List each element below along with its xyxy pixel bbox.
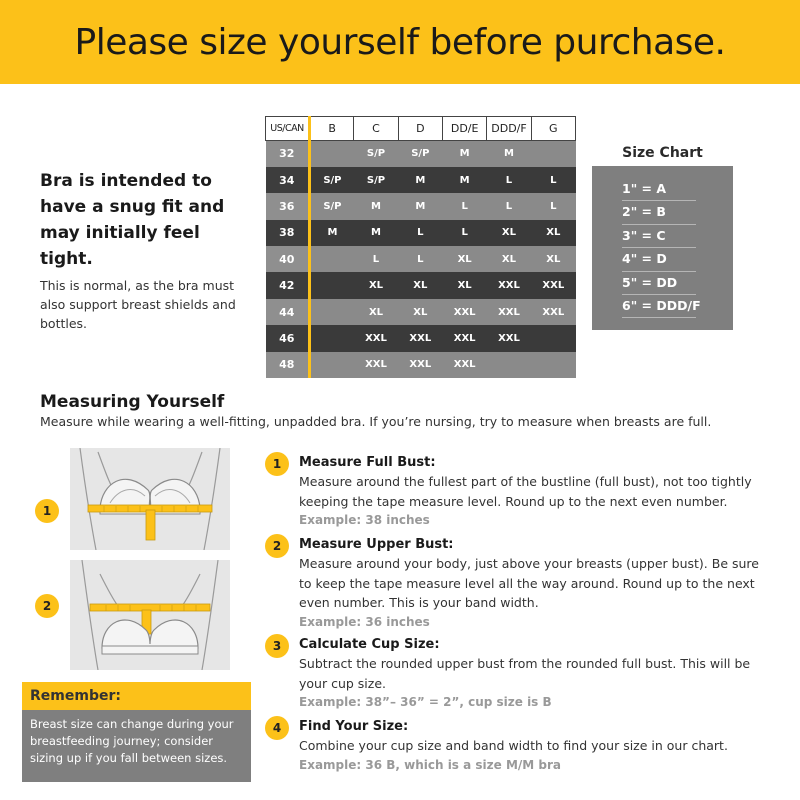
step-text: Measure around your body, just above your breasts (upper bust). Be sure to keep the tape measure level all the way around. Round up to the next even number. This is your band width. (299, 556, 759, 610)
size-cell (310, 141, 354, 167)
size-cell: S/P (354, 141, 398, 167)
remember-heading: Remember: (22, 682, 251, 710)
full-bust-illustration (70, 448, 230, 550)
size-table-row (266, 246, 576, 272)
band-size-cell: 32 (266, 141, 310, 167)
remember-body: Breast size can change during your breastfeeding journey; consider sizing up if you fall between sizes. (30, 717, 234, 765)
size-chart-row: 3" = C (622, 225, 696, 248)
size-cell: XXL (442, 299, 486, 325)
size-cell: XXL (354, 352, 398, 378)
band-size-cell: 46 (266, 325, 310, 351)
size-cell: XXL (531, 272, 575, 298)
size-cell (531, 352, 575, 378)
band-size-cell: 36 (266, 193, 310, 219)
step-text: Combine your cup size and band width to find your size in our chart. (299, 738, 728, 753)
fit-note (40, 168, 255, 333)
step-number-badge: 3 (265, 634, 289, 658)
size-cell: M (442, 141, 486, 167)
step-body (299, 718, 775, 774)
size-table-row (266, 299, 576, 325)
size-cell (531, 141, 575, 167)
size-chart-row: 4" = D (622, 248, 696, 271)
size-cell: L (442, 193, 486, 219)
cup-column-header: G (531, 117, 575, 141)
size-cell: L (531, 167, 575, 193)
size-table-row (266, 272, 576, 298)
band-size-cell: 34 (266, 167, 310, 193)
upper-bust-illustration (70, 560, 230, 670)
size-cell: L (487, 167, 531, 193)
size-cell: L (442, 220, 486, 246)
size-chart-row: 5" = DD (622, 272, 696, 295)
cup-column-header: DDD/F (487, 117, 531, 141)
size-cell: XL (531, 246, 575, 272)
illustration-number-badge: 2 (35, 594, 59, 618)
size-cell: S/P (354, 167, 398, 193)
size-cell: XXL (487, 325, 531, 351)
size-cell: S/P (310, 193, 354, 219)
band-size-cell: 44 (266, 299, 310, 325)
size-chart-title: Size Chart (622, 145, 703, 161)
size-cell: XL (442, 246, 486, 272)
remember-box (22, 682, 251, 782)
size-cell: XL (442, 272, 486, 298)
torso-upper-bust-drawing (70, 560, 230, 670)
page-title: Please size yourself before purchase. (74, 21, 726, 63)
cup-column-header: C (354, 117, 398, 141)
size-cell: L (398, 220, 442, 246)
step-title: Measure Upper Bust: (299, 537, 454, 552)
size-cell: XXL (398, 352, 442, 378)
size-table-body (266, 141, 576, 379)
step-title: Calculate Cup Size: (299, 637, 440, 652)
size-cell: L (354, 246, 398, 272)
size-cell (310, 272, 354, 298)
size-table-header-row (266, 117, 576, 141)
size-cell: XXL (442, 352, 486, 378)
step-title: Measure Full Bust: (299, 455, 436, 470)
size-table (265, 116, 576, 378)
size-chart-row: 1" = A (622, 178, 696, 201)
size-cell: M (354, 193, 398, 219)
size-cell (310, 246, 354, 272)
step-body (299, 536, 775, 631)
size-table-row (266, 220, 576, 246)
cup-column-header: DD/E (442, 117, 486, 141)
step-body (299, 454, 775, 529)
measuring-subtitle: Measure while wearing a well-fitting, unpadded bra. If you’re nursing, try to measure when breasts are full. (40, 414, 712, 429)
fit-note-heading: Bra is intended to have a snug fit and may initially feel tight. (40, 171, 225, 269)
size-cell: S/P (398, 141, 442, 167)
band-size-cell: 40 (266, 246, 310, 272)
step-example: Example: 38”– 36” = 2”, cup size is B (299, 695, 552, 709)
size-table-row (266, 167, 576, 193)
step-title: Find Your Size: (299, 719, 409, 734)
step-body (299, 636, 775, 711)
header-banner (0, 0, 800, 84)
size-cell: XXL (354, 325, 398, 351)
size-cell: M (398, 167, 442, 193)
size-table-row (266, 141, 576, 167)
step-number-badge: 4 (265, 716, 289, 740)
size-cell: L (531, 193, 575, 219)
size-cell: XXL (442, 325, 486, 351)
step-text: Measure around the fullest part of the bustline (full bust), not too tightly keeping the tape measure level. Round up to the next even number. (299, 474, 752, 509)
size-cell: M (310, 220, 354, 246)
step-number-badge: 1 (265, 452, 289, 476)
size-cell: M (398, 193, 442, 219)
size-chart-row: 2" = B (622, 201, 696, 224)
size-cell: XXL (531, 299, 575, 325)
size-cell: M (442, 167, 486, 193)
size-chart-row: 6" = DDD/F (622, 295, 696, 318)
size-cell: M (354, 220, 398, 246)
band-size-cell: 38 (266, 220, 310, 246)
size-cell: XL (398, 299, 442, 325)
cup-column-header: B (310, 117, 354, 141)
fit-note-body: This is normal, as the bra must also support breast shields and bottles. (40, 278, 236, 331)
size-chart (592, 166, 733, 330)
size-cell: L (487, 193, 531, 219)
band-column-header: US/CAN (266, 117, 310, 141)
size-cell: L (398, 246, 442, 272)
size-cell (487, 352, 531, 378)
illustration-number-badge: 1 (35, 499, 59, 523)
step-text: Subtract the rounded upper bust from the rounded full bust. This will be your cup size. (299, 656, 751, 691)
size-cell: S/P (310, 167, 354, 193)
size-cell: XL (487, 220, 531, 246)
size-cell: XL (398, 272, 442, 298)
size-cell: XL (531, 220, 575, 246)
size-cell: XL (487, 246, 531, 272)
size-cell (310, 299, 354, 325)
size-cell (310, 325, 354, 351)
size-cell: XXL (487, 299, 531, 325)
band-size-cell: 48 (266, 352, 310, 378)
size-cell: XXL (487, 272, 531, 298)
size-table-row (266, 325, 576, 351)
size-cell (310, 352, 354, 378)
size-table-row (266, 193, 576, 219)
band-size-cell: 42 (266, 272, 310, 298)
step-example: Example: 36 B, which is a size M/M bra (299, 757, 562, 772)
step-number-badge: 2 (265, 534, 289, 558)
step-example: Example: 36 inches (299, 614, 430, 629)
size-table-row (266, 352, 576, 378)
size-cell: M (487, 141, 531, 167)
size-cell (531, 325, 575, 351)
measuring-title: Measuring Yourself (40, 392, 225, 412)
size-cell: XL (354, 272, 398, 298)
step-example: Example: 38 inches (299, 513, 430, 527)
size-cell: XXL (398, 325, 442, 351)
torso-full-bust-drawing (70, 448, 230, 550)
cup-column-header: D (398, 117, 442, 141)
size-cell: XL (354, 299, 398, 325)
